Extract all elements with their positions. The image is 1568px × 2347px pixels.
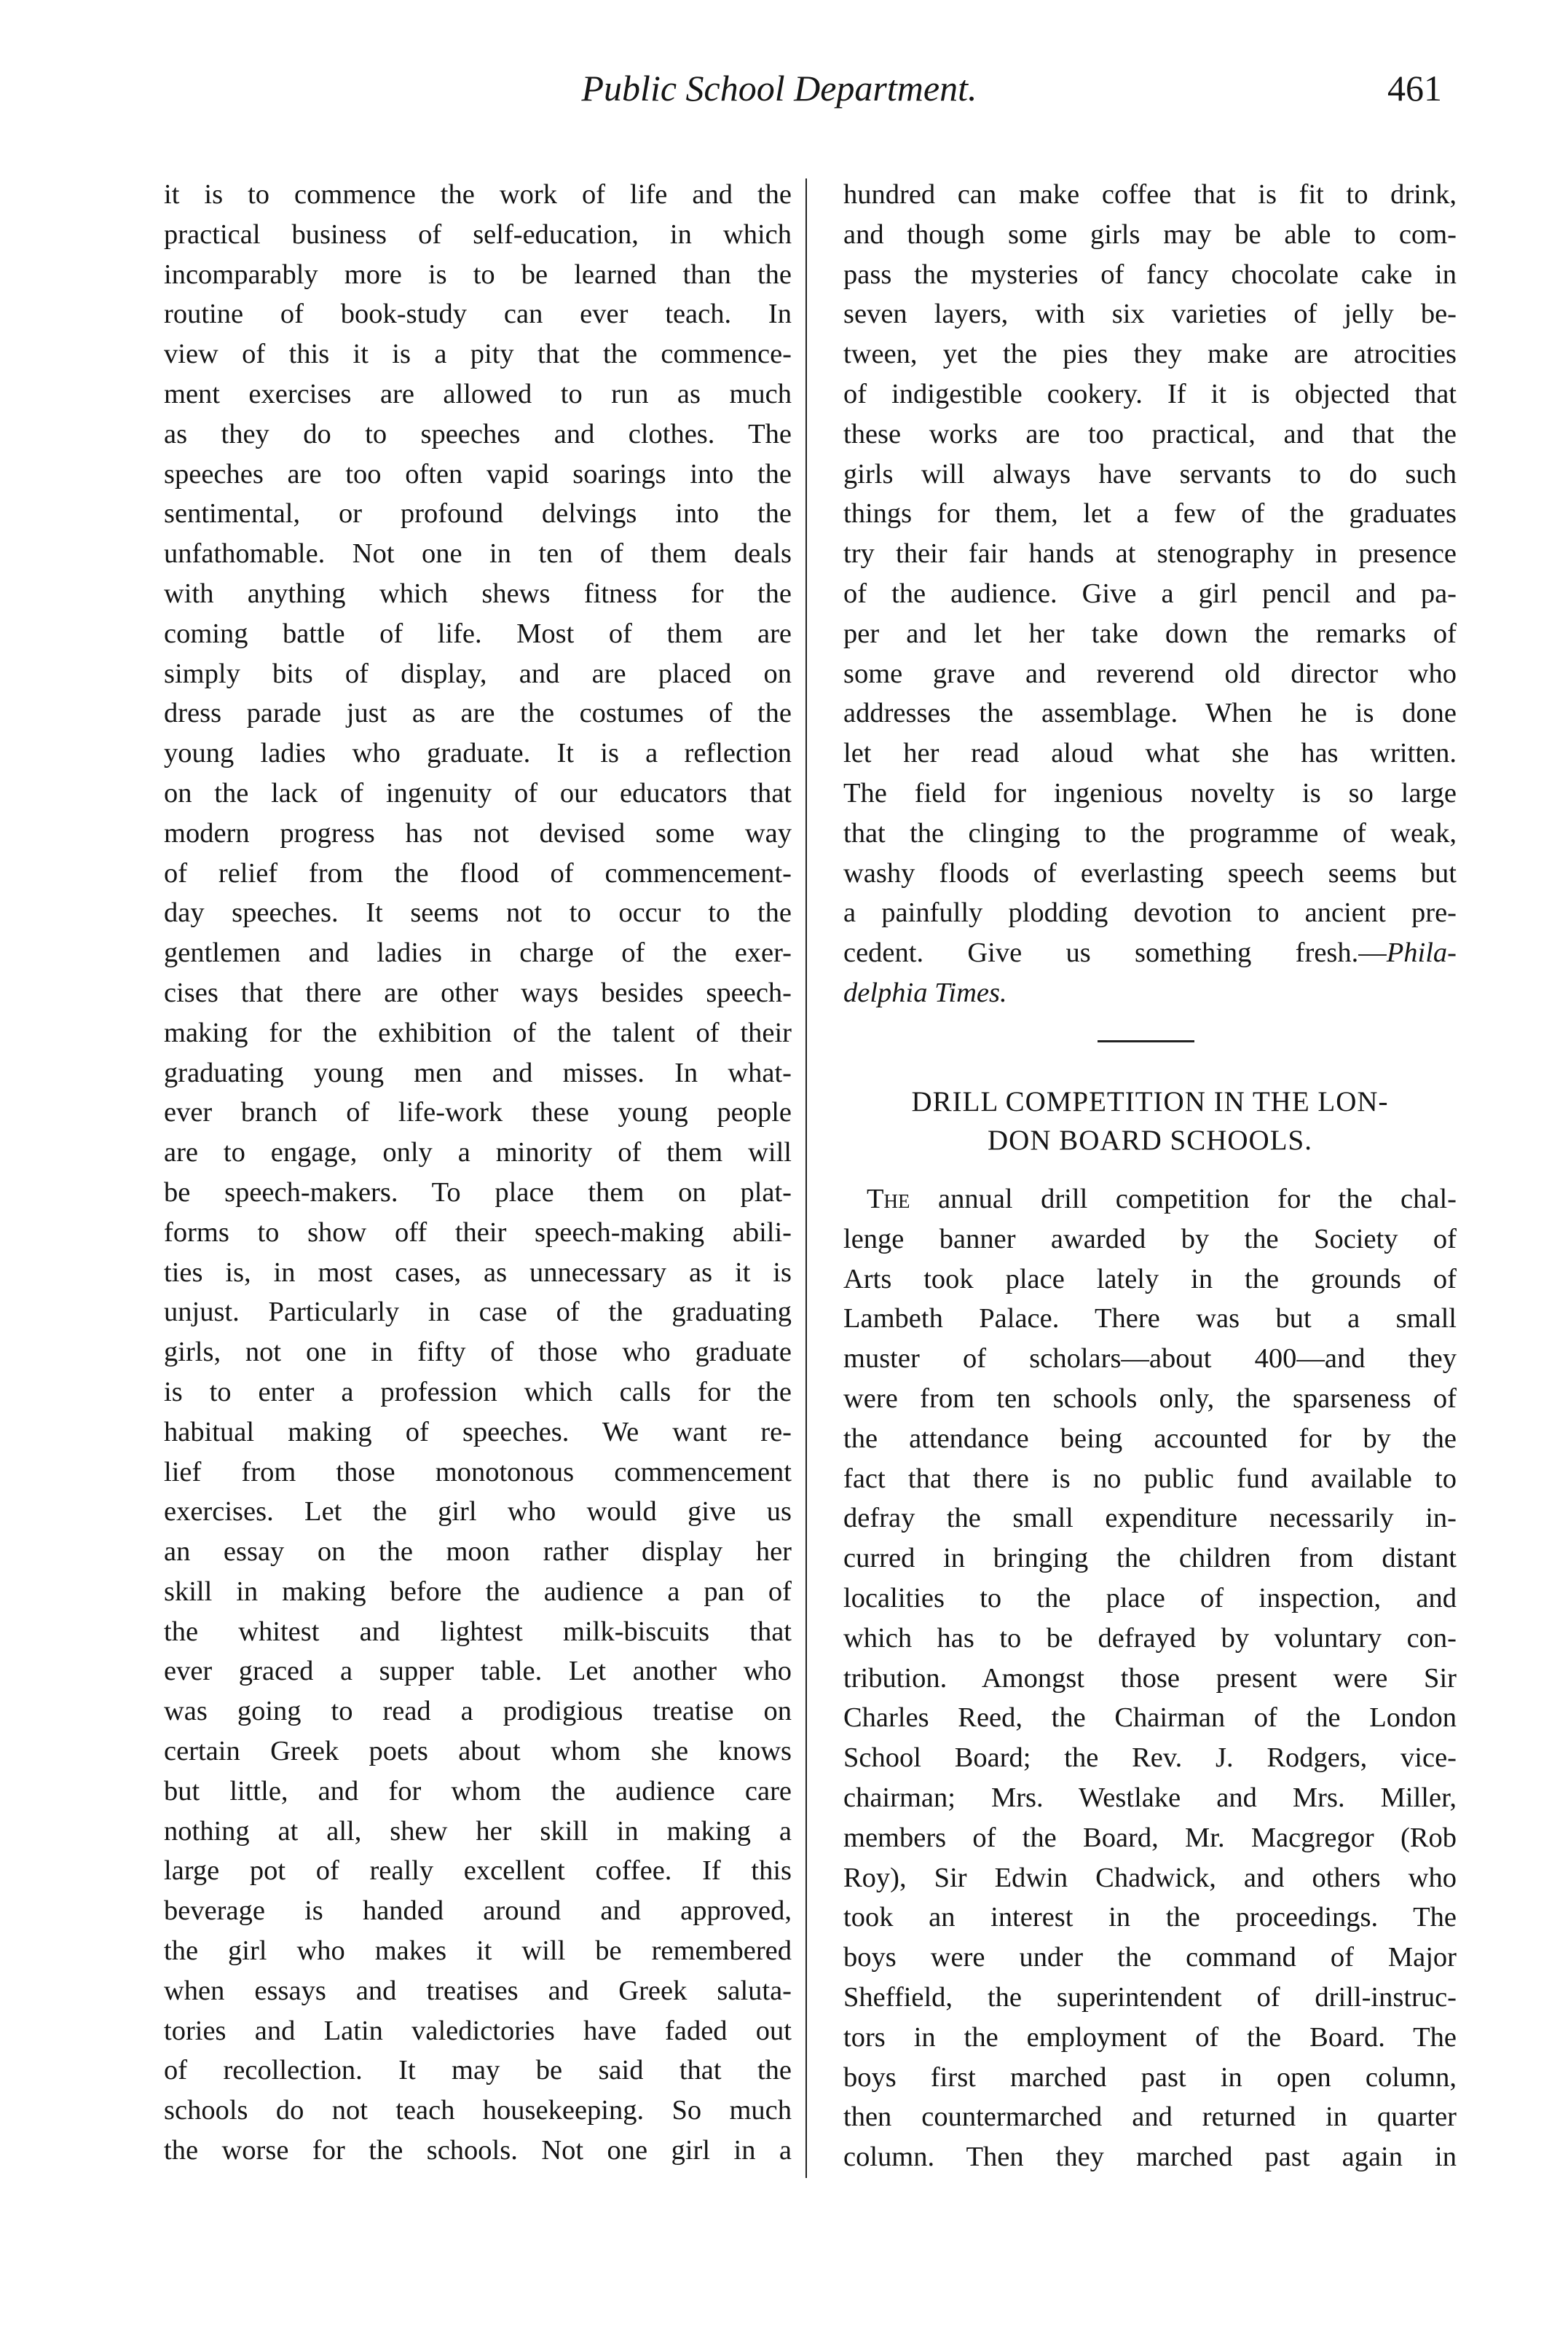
text-line: localities to the place of inspection, and — [843, 1582, 1457, 1613]
text-line: the girl who makes it will be remembered — [164, 1935, 792, 1967]
text-line: the whitest and lightest milk-biscuits that — [164, 1616, 792, 1647]
text-line: cises that there are other ways besides speech- — [164, 977, 792, 1008]
text-line: speeches are too often vapid soarings into the — [164, 458, 792, 490]
text-line: on the lack of ingenuity of our educators that — [164, 777, 792, 809]
text-line: as they do to speeches and clothes. The — [164, 418, 792, 449]
text-line: is to enter a profession which calls for the — [164, 1376, 792, 1407]
text-line: sentimental, or profound delvings into the — [164, 498, 792, 530]
text-line: boys first marched past in open column, — [843, 2061, 1457, 2093]
text-line: of recollection. It may be said that the — [164, 2055, 792, 2086]
text-line: an essay on the moon rather display her — [164, 1536, 792, 1568]
text-line: incomparably more is to be learned than the — [164, 259, 792, 290]
text-line: chairman; Mrs. Westlake and Mrs. Miller, — [843, 1782, 1457, 1813]
text-line: and though some girls may be able to com- — [843, 219, 1457, 250]
text-line: fact that there is no public fund available to — [843, 1463, 1457, 1494]
text-line: defray the small expenditure necessarily in- — [843, 1503, 1457, 1534]
text-line: per and let her take down the remarks of — [843, 618, 1457, 649]
text-line: girls, not one in fifty of those who graduate — [164, 1337, 792, 1368]
text-line: be speech-makers. To place them on plat- — [164, 1176, 792, 1208]
text-line: took an interest in the proceedings. The — [843, 1902, 1457, 1933]
text-line: but little, and for whom the audience care — [164, 1775, 792, 1807]
text-line: was going to read a prodigious treatise on — [164, 1696, 792, 1727]
text-line: of relief from the flood of commencement- — [164, 857, 792, 889]
text-line: day speeches. It seems not to occur to the — [164, 897, 792, 929]
text-line: try their fair hands at stenography in presence — [843, 538, 1457, 570]
text-line — [843, 1179, 1457, 1219]
text-line: the worse for the schools. Not one girl in a — [164, 2135, 792, 2166]
column-divider — [805, 178, 807, 2178]
text-line: routine of book-study can ever teach. In — [164, 299, 792, 330]
article-body — [843, 1179, 1457, 2177]
text-line: certain Greek poets about whom she knows — [164, 1736, 792, 1767]
text-line: boys were under the command of Major — [843, 1942, 1457, 1973]
text-line: School Board; the Rev. J. Rodgers, vice- — [843, 1742, 1457, 1774]
text-line: that the clinging to the programme of weak, — [843, 817, 1457, 849]
text-line: large pot of really excellent coffee. If this — [164, 1855, 792, 1887]
text-line: unjust. Particularly in case of the graduating — [164, 1297, 792, 1328]
text-line: of the audience. Give a girl pencil and pa- — [843, 578, 1457, 609]
text-line: exercises. Let the girl who would give us — [164, 1496, 792, 1528]
left-column — [164, 175, 792, 2171]
text-line: members of the Board, Mr. Macgregor (Rob — [843, 1822, 1457, 1853]
text-line: things for them, let a few of the graduates — [843, 498, 1457, 530]
running-header-title: Public School Department. — [581, 68, 977, 109]
text-line: Roy), Sir Edwin Chadwick, and others who — [843, 1862, 1457, 1893]
text-line: washy floods of everlasting speech seems but — [843, 857, 1457, 889]
text-line: forms to show off their speech-making abili- — [164, 1216, 792, 1248]
article-title-line-1: DRILL COMPETITION IN THE LON- — [911, 1086, 1389, 1117]
text-line: unfathomable. Not one in ten of them deals — [164, 538, 792, 570]
text-line: with anything which shews fitness for the — [164, 578, 792, 609]
text-line: view of this it is a pity that the commence- — [164, 339, 792, 370]
line-text: cedent. Give us something fresh.— — [843, 937, 1387, 968]
text-line: hundred can make coffee that is fit to drink, — [843, 179, 1457, 210]
text-line: habitual making of speeches. We want re- — [164, 1416, 792, 1447]
text-line: The field for ingenious novelty is so large — [843, 777, 1457, 809]
text-line: lenge banner awarded by the Society of — [843, 1223, 1457, 1254]
text-line: simply bits of display, and are placed on — [164, 658, 792, 689]
text-line: practical business of self-education, in which — [164, 219, 792, 250]
text-line: then countermarched and returned in quarter — [843, 2102, 1457, 2133]
text-line: Charles Reed, the Chairman of the London — [843, 1702, 1457, 1734]
text-line: tribution. Amongst those present were Sir — [843, 1662, 1457, 1694]
text-line: these works are too practical, and that the — [843, 418, 1457, 449]
text-line: young ladies who graduate. It is a reflection — [164, 738, 792, 769]
text-line: modern progress has not devised some way — [164, 817, 792, 849]
page-number: 461 — [1387, 68, 1442, 109]
text-line: seven layers, with six varieties of jelly be- — [843, 299, 1457, 330]
source-attribution — [843, 933, 1457, 1013]
text-line: dress parade just as are the costumes of the — [164, 698, 792, 729]
text-line: skill in making before the audience a pan of — [164, 1576, 792, 1607]
text-line: graduating young men and misses. In what- — [164, 1057, 792, 1088]
section-rule — [1098, 1040, 1194, 1042]
text-line: it is to commence the work of life and the — [164, 179, 792, 210]
text-line: schools do not teach housekeeping. So much — [164, 2095, 792, 2126]
text-line — [843, 973, 1457, 1013]
text-line: pass the mysteries of fancy chocolate cake in — [843, 259, 1457, 290]
text-line: ties is, in most cases, as unnecessary as it is — [164, 1257, 792, 1288]
text-line: the attendance being accounted for by the — [843, 1423, 1457, 1454]
text-line: making for the exhibition of the talent of their — [164, 1017, 792, 1048]
text-line: addresses the assemblage. When he is done — [843, 698, 1457, 729]
first-word: The — [867, 1184, 910, 1214]
text-line: coming battle of life. Most of them are — [164, 618, 792, 649]
text-line: some grave and reverend old director who — [843, 658, 1457, 689]
text-line: were from ten schools only, the sparseness of — [843, 1383, 1457, 1414]
text-line: beverage is handed around and approved, — [164, 1895, 792, 1927]
text-line: curred in bringing the children from distant — [843, 1543, 1457, 1574]
text-line: girls will always have servants to do such — [843, 458, 1457, 490]
text-line: Arts took place lately in the grounds of — [843, 1263, 1457, 1294]
text-line: lief from those monotonous commencement — [164, 1456, 792, 1487]
line-text: annual drill competition for the chal- — [910, 1184, 1457, 1214]
text-line: when essays and treatises and Greek saluta- — [164, 1975, 792, 2006]
right-column-continued-text — [843, 175, 1457, 933]
text-line: are to engage, only a minority of them will — [164, 1137, 792, 1168]
text-line: nothing at all, shew her skill in making a — [164, 1815, 792, 1847]
text-line: column. Then they marched past again in — [843, 2142, 1457, 2173]
text-line: Sheffield, the superintendent of drill-instruc- — [843, 1981, 1457, 2013]
text-line: ever branch of life-work these young people — [164, 1097, 792, 1128]
text-line: Lambeth Palace. There was but a small — [843, 1303, 1457, 1334]
text-line: of indigestible cookery. If it is objected that — [843, 378, 1457, 409]
text-line: which has to be defrayed by voluntary con- — [843, 1622, 1457, 1654]
text-line: tors in the employment of the Board. The — [843, 2021, 1457, 2053]
text-line: ment exercises are allowed to run as much — [164, 378, 792, 409]
text-line: tories and Latin valedictories have faded out — [164, 2015, 792, 2046]
text-line: let her read aloud what she has written. — [843, 738, 1457, 769]
source-name-start: Phila- — [1386, 937, 1457, 968]
text-line: a painfully plodding devotion to ancient pre- — [843, 897, 1457, 929]
text-line: muster of scholars—about 400—and they — [843, 1343, 1457, 1375]
article-title-line-2: DON BOARD SCHOOLS. — [988, 1125, 1312, 1156]
source-name-end: delphia Times. — [843, 977, 1007, 1008]
text-line: gentlemen and ladies in charge of the exer- — [164, 937, 792, 969]
text-line: ever graced a supper table. Let another who — [164, 1656, 792, 1687]
text-line — [843, 933, 1457, 973]
text-line: tween, yet the pies they make are atrocities — [843, 339, 1457, 370]
